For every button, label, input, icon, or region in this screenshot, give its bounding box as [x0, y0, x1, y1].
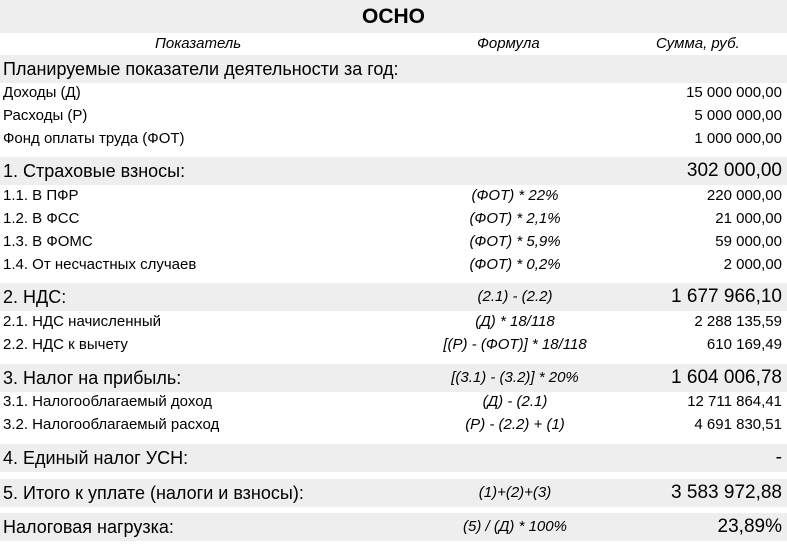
- table-row: [0, 310, 787, 333]
- section-formula: (5) / (Д) * 100%: [463, 518, 567, 535]
- row-formula: (ФОТ) * 22%: [471, 187, 559, 204]
- row-sum: 610 169,49: [706, 336, 782, 353]
- table-row: [0, 253, 787, 276]
- row-formula: (Д) * 18/118: [475, 313, 555, 330]
- section-insurance: [0, 157, 787, 185]
- row-sum: 2 288 135,59: [694, 313, 782, 330]
- row-formula: (ФОТ) * 0,2%: [469, 256, 561, 273]
- row-formula: (ФОТ) * 5,9%: [469, 233, 561, 250]
- section-formula: (2.1) - (2.2): [477, 288, 553, 305]
- section-title: 1. Страховые взносы:: [3, 161, 186, 181]
- section-formula: [(3.1) - (3.2)] * 20%: [451, 369, 579, 386]
- section-vat: [0, 283, 787, 311]
- table-row: [0, 184, 787, 207]
- section-sum: 302 000,00: [686, 160, 782, 181]
- row-sum: 2 000,00: [723, 256, 782, 273]
- section-title: 3. Налог на прибыль:: [3, 368, 182, 388]
- row-sum: 4 691 830,51: [694, 416, 782, 433]
- section-profit-tax: [0, 364, 787, 392]
- section-tax-burden: [0, 513, 787, 541]
- section-title: 2. НДС:: [3, 287, 67, 307]
- table-row: [0, 390, 787, 413]
- section-planned: [0, 55, 787, 83]
- row-sum: 5 000 000,00: [694, 107, 782, 124]
- header-indicator: Показатель: [155, 35, 242, 52]
- row-label: 2.2. НДС к вычету: [3, 336, 128, 353]
- section-usn: [0, 444, 787, 472]
- row-label: Расходы (Р): [3, 107, 88, 124]
- header-row: [0, 33, 787, 55]
- row-sum: 12 711 864,41: [687, 393, 782, 410]
- table-row: [0, 413, 787, 436]
- section-sum: -: [775, 447, 782, 468]
- row-label: 2.1. НДС начисленный: [3, 313, 161, 330]
- section-sum: 1 677 966,10: [671, 286, 782, 307]
- section-title: Планируемые показатели деятельности за год:: [3, 59, 399, 79]
- section-sum: 3 583 972,88: [671, 482, 782, 503]
- row-sum: 220 000,00: [706, 187, 782, 204]
- table-row: [0, 230, 787, 253]
- row-label: Доходы (Д): [3, 84, 81, 101]
- section-title: 4. Единый налог УСН:: [3, 448, 189, 468]
- header-sum: Сумма, руб.: [656, 35, 740, 52]
- row-formula: (Р) - (2.2) + (1): [465, 416, 565, 433]
- row-label: 3.1. Налогооблагаемый доход: [3, 393, 212, 410]
- row-label: 1.2. В ФСС: [3, 210, 80, 227]
- row-sum: 21 000,00: [715, 210, 782, 227]
- row-label: Фонд оплаты труда (ФОТ): [3, 130, 185, 147]
- section-sum: 1 604 006,78: [671, 367, 782, 388]
- table-row: [0, 207, 787, 230]
- row-sum: 15 000 000,00: [686, 84, 782, 101]
- section-title: 5. Итого к уплате (налоги и взносы):: [3, 483, 304, 503]
- section-total: [0, 479, 787, 507]
- row-formula: (ФОТ) * 2,1%: [469, 210, 561, 227]
- title-row: [0, 0, 787, 33]
- section-formula: (1)+(2)+(3): [478, 484, 552, 501]
- table-title: ОСНО: [362, 5, 425, 28]
- table-row: [0, 333, 787, 356]
- row-label: 3.2. Налогооблагаемый расход: [3, 416, 220, 433]
- row-sum: 1 000 000,00: [694, 130, 782, 147]
- row-formula: (Д) - (2.1): [482, 393, 548, 410]
- row-label: 1.1. В ПФР: [3, 187, 79, 204]
- table-row: [0, 127, 787, 150]
- row-label: 1.3. В ФОМС: [3, 233, 93, 250]
- table-row: [0, 104, 787, 127]
- row-formula: [(Р) - (ФОТ)] * 18/118: [443, 336, 587, 353]
- section-sum: 23,89%: [717, 516, 782, 537]
- header-formula: Формула: [477, 35, 540, 52]
- section-title: Налоговая нагрузка:: [3, 517, 174, 537]
- row-label: 1.4. От несчастных случаев: [3, 256, 197, 273]
- row-sum: 59 000,00: [715, 233, 782, 250]
- table-row: [0, 81, 787, 104]
